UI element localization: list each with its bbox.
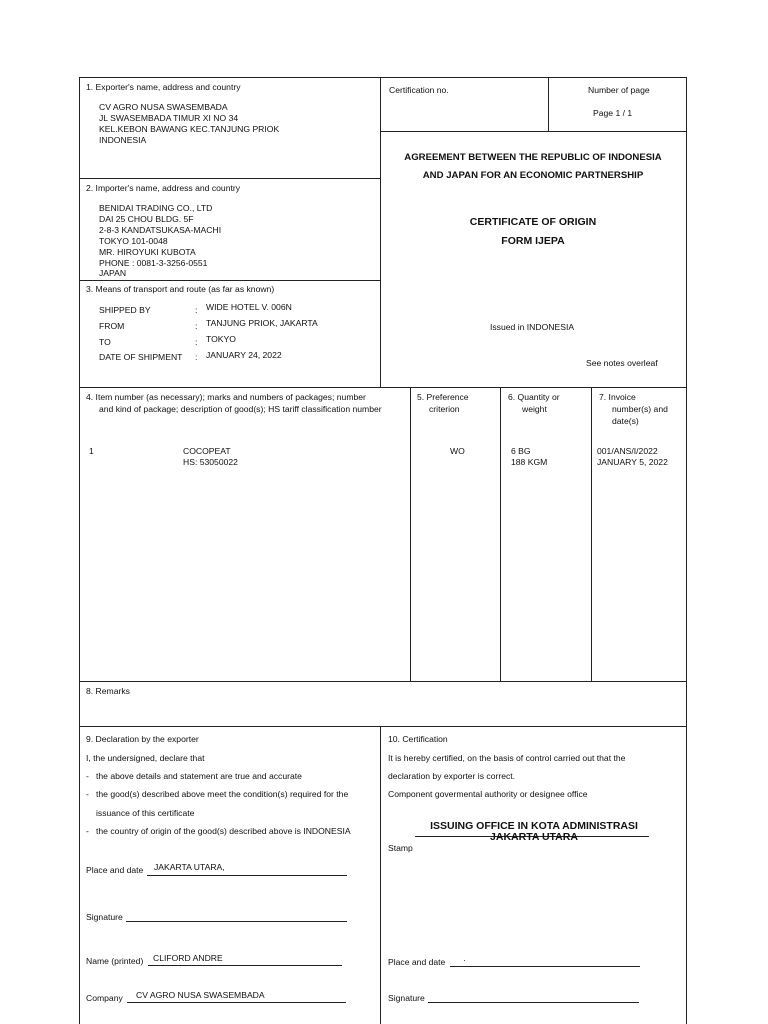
quantity-label-line2: weight [522, 404, 547, 414]
frame-left-border [79, 77, 80, 1024]
exporter-line: KEL.KEBON BAWANG KEC.TANJUNG PRIOK [99, 124, 280, 134]
item-hs-code: HS: 53050022 [183, 457, 238, 467]
declaration-bullet-1: the above details and statement are true and accurate [96, 771, 302, 781]
transport-value-to: TOKYO [206, 334, 236, 344]
certification-line3: Component govermental authority or designee office [388, 789, 588, 799]
exporter-label: 1. Exporter's name, address and country [86, 82, 241, 92]
certification-line2: declaration by exporter is correct. [388, 771, 516, 781]
certification-label: 10. Certification [388, 734, 448, 744]
remarks-bottom-border [79, 726, 686, 727]
certifier-place-underline [450, 966, 640, 967]
certifier-place-label: Place and date [388, 957, 446, 967]
certno-bottom-border [380, 131, 686, 132]
exporter-company-label: Company [86, 993, 123, 1003]
importer-line: DAI 25 CHOU BLDG. 5F [99, 214, 194, 224]
importer-line: MR. HIROYUKI KUBOTA [99, 247, 196, 257]
transport-colon: : [195, 352, 198, 362]
item-quantity: 6 BG [511, 446, 531, 456]
declaration-bullet-dash: - [86, 771, 89, 781]
certification-line1: It is hereby certified, on the basis of control carried out that the [388, 753, 626, 763]
declaration-divider [380, 726, 381, 1024]
invoice-label-line1: 7. Invoice [599, 392, 636, 402]
exporter-line: CV AGRO NUSA SWASEMBADA [99, 102, 228, 112]
declaration-bullet-dash: - [86, 789, 89, 799]
declaration-bullet-dash: - [86, 826, 89, 836]
issuing-office-line1: ISSUING OFFICE IN KOTA ADMINISTRASI [430, 820, 638, 832]
certifier-signature-label: Signature [388, 993, 425, 1003]
item-label-line2: and kind of package; description of good(s); HS tariff classification number [99, 404, 382, 414]
goods-col-divider-1 [410, 387, 411, 681]
exporter-signature-underline [126, 921, 347, 922]
remarks-label: 8. Remarks [86, 686, 130, 696]
importer-line: PHONE : 0081-3-3256-0551 [99, 258, 208, 268]
certification-no-label: Certification no. [389, 85, 449, 95]
exporter-company-value: CV AGRO NUSA SWASEMBADA [136, 990, 265, 1000]
box1-bottom-border [79, 178, 380, 179]
item-invoice-number: 001/ANS/I/2022 [597, 446, 658, 456]
transport-colon: : [195, 321, 198, 331]
exporter-company-underline [127, 1002, 346, 1003]
importer-line: BENIDAI TRADING CO., LTD [99, 203, 213, 213]
item-invoice-date: JANUARY 5, 2022 [597, 457, 668, 467]
issued-in-text: Issued in INDONESIA [490, 322, 575, 332]
exporter-place-underline [147, 875, 347, 876]
item-number: 1 [89, 446, 94, 456]
transport-label: 3. Means of transport and route (as far as known) [86, 284, 275, 294]
preference-label-line2: criterion [429, 404, 460, 414]
page-number-value: Page 1 / 1 [593, 108, 633, 118]
exporter-place-value: JAKARTA UTARA, [154, 862, 225, 872]
page-number-divider [548, 77, 549, 131]
frame-top-border [79, 77, 686, 78]
goods-bottom-border [79, 681, 686, 682]
box2-bottom-border [79, 280, 380, 281]
transport-key-shipped-by: SHIPPED BY [99, 305, 151, 315]
goods-col-divider-3 [591, 387, 592, 681]
transport-key-to: TO [99, 337, 111, 347]
exporter-name-label: Name (printed) [86, 956, 144, 966]
agreement-title-line2: AND JAPAN FOR AN ECONOMIC PARTNERSHIP [422, 170, 644, 181]
certifier-place-value: · [463, 955, 466, 965]
item-weight: 188 KGM [511, 457, 548, 467]
certifier-signature-underline [428, 1002, 639, 1003]
item-label-line1: 4. Item number (as necessary); marks and numbers of packages; number [86, 392, 366, 402]
transport-colon: : [195, 337, 198, 347]
item-description: COCOPEAT [183, 446, 231, 456]
certificate-form: FORM IJEPA [501, 235, 565, 247]
quantity-label-line1: 6. Quantity or [508, 392, 560, 402]
transport-key-date: DATE OF SHIPMENT [99, 352, 183, 362]
declaration-intro: I, the undersigned, declare that [86, 753, 205, 763]
header-column-divider [380, 77, 381, 387]
see-notes-text: See notes overleaf [586, 358, 658, 368]
declaration-bullet-2-line1: the good(s) described above meet the condition(s) required for the [96, 789, 349, 799]
transport-value-date: JANUARY 24, 2022 [206, 350, 282, 360]
transport-key-from: FROM [99, 321, 125, 331]
declaration-bullet-2-line2: issuance of this certificate [96, 808, 195, 818]
transport-value-shipped-by: WIDE HOTEL V. 006N [206, 302, 292, 312]
importer-label: 2. Importer's name, address and country [86, 183, 241, 193]
exporter-line: INDONESIA [99, 135, 147, 145]
agreement-title-line1: AGREEMENT BETWEEN THE REPUBLIC OF INDONESIA [404, 152, 662, 163]
preference-label-line1: 5. Preference [417, 392, 469, 402]
importer-line: 2-8-3 KANDATSUKASA-MACHI [99, 225, 222, 235]
transport-value-from: TANJUNG PRIOK, JAKARTA [206, 318, 318, 328]
item-criterion: WO [450, 446, 465, 456]
invoice-label-line3: date(s) [612, 416, 639, 426]
exporter-place-label: Place and date [86, 865, 144, 875]
frame-right-border [686, 77, 687, 1024]
declaration-label: 9. Declaration by the exporter [86, 734, 199, 744]
stamp-label: Stamp [388, 843, 413, 853]
transport-colon: : [195, 305, 198, 315]
exporter-name-underline [148, 965, 342, 966]
importer-line: TOKYO 101-0048 [99, 236, 168, 246]
exporter-name-value: CLIFORD ANDRE [153, 953, 223, 963]
declaration-bullet-3: the country of origin of the good(s) described above is INDONESIA [96, 826, 351, 836]
header-bottom-border [79, 387, 686, 388]
certificate-title: CERTIFICATE OF ORIGIN [469, 216, 597, 228]
invoice-label-line2: number(s) and [612, 404, 668, 414]
goods-col-divider-2 [500, 387, 501, 681]
issuing-office-line2: JAKARTA UTARA [490, 831, 578, 843]
number-of-page-label: Number of page [588, 85, 650, 95]
importer-line: JAPAN [99, 268, 127, 278]
exporter-signature-label: Signature [86, 912, 123, 922]
exporter-line: JL SWASEMBADA TIMUR XI NO 34 [99, 113, 239, 123]
